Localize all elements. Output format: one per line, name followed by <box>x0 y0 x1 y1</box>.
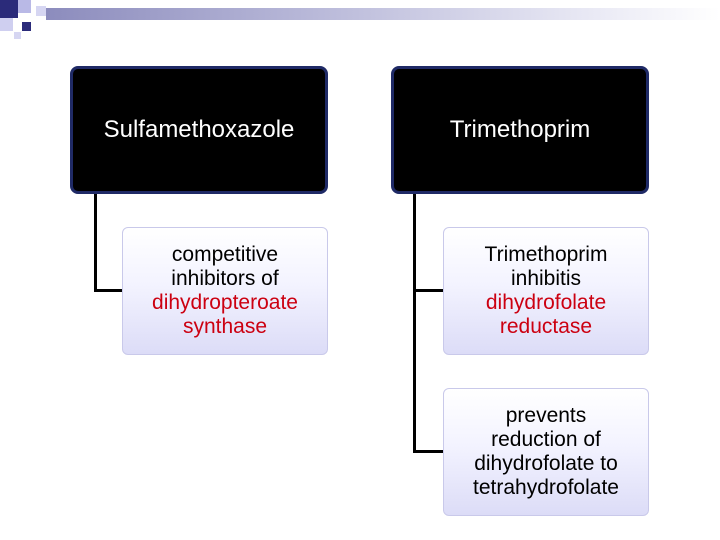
trimethoprim-effect-box <box>443 388 649 516</box>
decor-square <box>0 0 18 18</box>
sulfamethoxazole-mechanism-box <box>122 227 328 355</box>
connector-line <box>94 289 123 292</box>
trimethoprim-title: Trimethoprim <box>449 116 591 143</box>
connector-line <box>413 193 416 453</box>
decor-square <box>0 18 13 31</box>
enzyme-name: dihydropteroate <box>152 291 298 314</box>
sulfamethoxazole-title: Sulfamethoxazole <box>103 116 295 143</box>
connector-line <box>413 289 443 292</box>
decor-square <box>22 22 31 31</box>
enzyme-name: reductase <box>499 315 593 338</box>
decor-square <box>36 6 46 16</box>
decor-square <box>14 32 21 39</box>
header-gradient-bar <box>46 8 720 20</box>
mechanism-line: inhibitis <box>510 267 582 290</box>
mechanism-line: Trimethoprim <box>484 243 608 266</box>
sulfamethoxazole-box <box>70 66 328 194</box>
trimethoprim-box <box>391 66 649 194</box>
effect-line: reduction of <box>491 428 601 451</box>
enzyme-name: synthase <box>182 315 268 338</box>
effect-line: prevents <box>505 404 587 427</box>
effect-line: dihydrofolate to <box>474 452 618 475</box>
mechanism-line: inhibitors of <box>171 267 279 290</box>
connector-line <box>94 193 97 292</box>
connector-line <box>413 450 443 453</box>
decor-square <box>18 0 31 13</box>
effect-line: tetrahydrofolate <box>473 476 619 499</box>
trimethoprim-mechanism-box <box>443 227 649 355</box>
enzyme-name: dihydrofolate <box>485 291 607 314</box>
mechanism-line: competitive <box>171 243 279 266</box>
